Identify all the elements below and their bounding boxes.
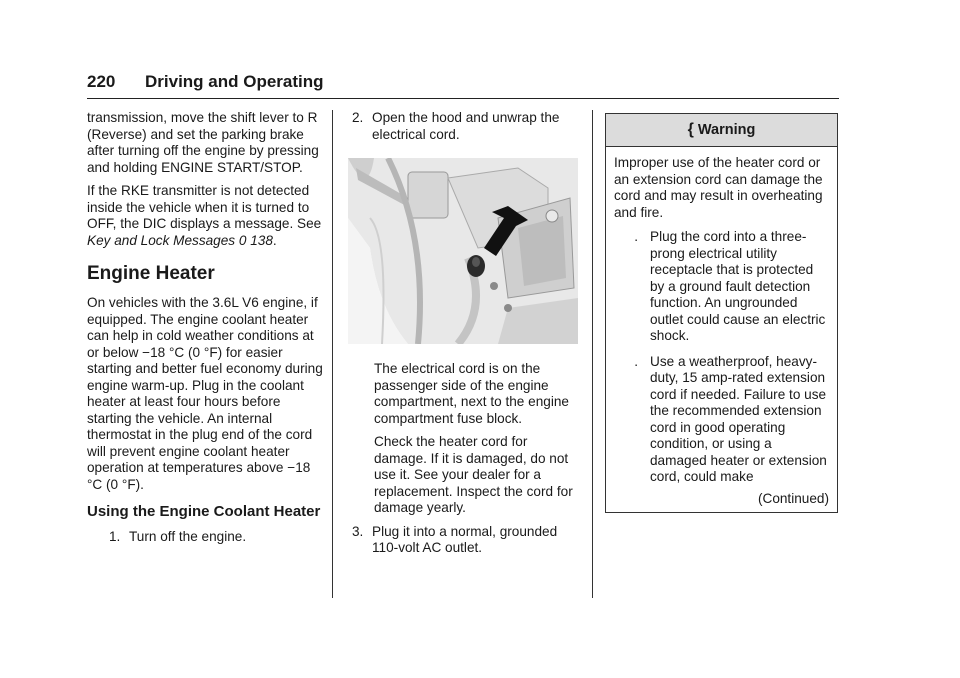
page-ref-icon: 0 <box>238 232 247 248</box>
warning-bullet: . Plug the cord into a three-prong electrical utility receptacle that is protected by a ground fault detection function. An ungrounded outlet could cause an electric shock. <box>634 229 826 343</box>
xref-link[interactable]: Key and Lock Messages <box>87 232 236 248</box>
column-divider-2 <box>592 110 593 598</box>
subheading-using-heater: Using the Engine Coolant Heater <box>87 503 321 520</box>
engine-compartment-illustration <box>348 158 578 344</box>
step-2: 2. Open the hood and unwrap the electrical cord. <box>352 110 560 142</box>
xref-page[interactable]: 138 <box>246 232 273 248</box>
paragraph-rke: If the RKE transmitter is not detected inside the vehicle when it is turned to OFF, the DIC displays a message. See Key and Lock Messages 0 138. <box>87 183 322 248</box>
warning-box <box>605 113 838 513</box>
column-right <box>605 113 838 513</box>
paragraph-cord-check: Check the heater cord for damage. If it is damaged, do not use it. See your dealer for a replacement. Inspect the cord for damage yearly. <box>374 434 573 515</box>
continued-label: (Continued) <box>757 490 829 506</box>
warning-bullet: . Use a weatherproof, heavy-duty, 15 amp-rated extension cord if needed. Failure to use the recommended extension cord in good operating condition, or using a damaged heater or extension cord, could make <box>634 353 827 484</box>
column-middle <box>352 110 580 564</box>
warning-header <box>606 114 837 147</box>
page-number: 220 <box>87 72 116 91</box>
warning-icon: { <box>687 121 694 138</box>
heading-engine-heater: Engine Heater <box>87 263 215 284</box>
paragraph-transmission: transmission, move the shift lever to R (Reverse) and set the parking brake after turning off the engine by pressing and holding ENGINE START/STOP. <box>87 110 319 175</box>
section-title: Driving and Operating <box>145 72 324 91</box>
column-divider-1 <box>332 110 333 598</box>
page-header <box>87 70 839 99</box>
column-left <box>87 110 325 553</box>
warning-body <box>606 147 837 512</box>
step-1: 1. Turn off the engine. <box>109 529 247 544</box>
paragraph-engine-heater: On vehicles with the 3.6L V6 engine, if equipped. The engine coolant heater can help in cold weather conditions at or below −18 °C (0 °F) for easier starting and better fuel economy during engine warm-up. Plug in the coolant heater at least four hours before starting the vehicle. An internal thermostat in the plug end of the cord will prevent engine coolant heater operation at temperatures above −18 °C (0 °F). <box>87 295 323 492</box>
warning-title: Warning <box>697 122 756 138</box>
paragraph-cord-location: The electrical cord is on the passenger side of the engine compartment, next to the engine compartment fuse block. <box>374 361 569 426</box>
warning-intro: Improper use of the heater cord or an extension cord can damage the cord and may result in overheating and fire. <box>614 155 823 220</box>
step-3: 3. Plug it into a normal, grounded 110-volt AC outlet. <box>352 523 558 555</box>
